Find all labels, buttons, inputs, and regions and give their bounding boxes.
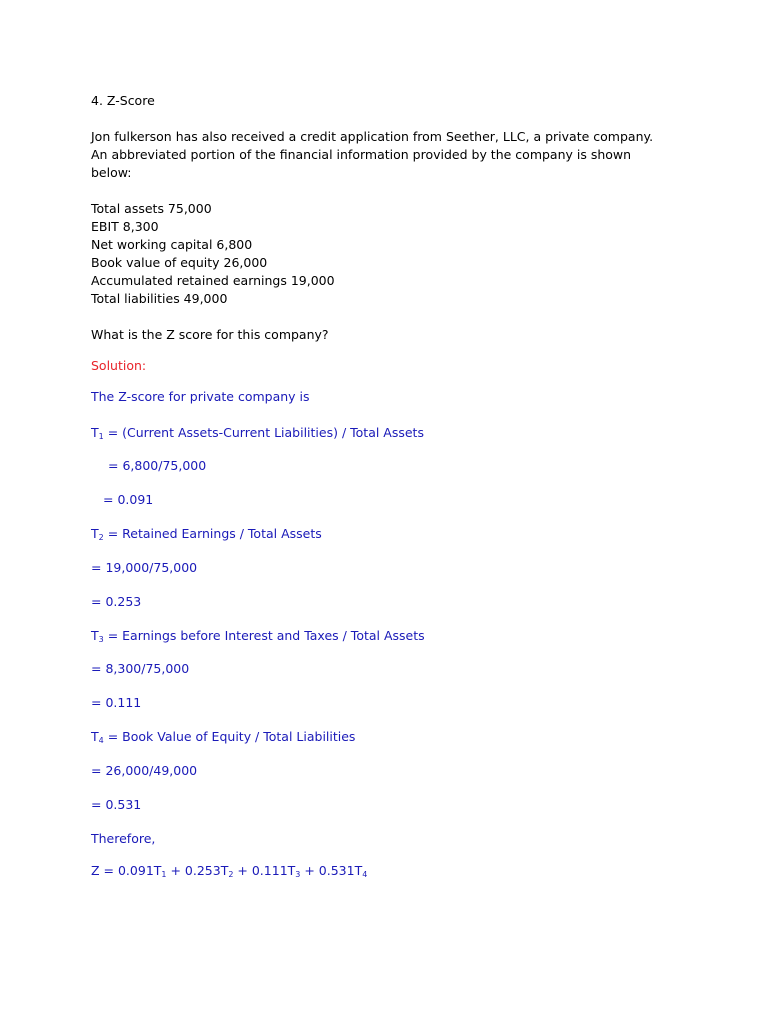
question-intro-line-3: below: (91, 165, 132, 180)
z-term-3: + 0.111T (233, 863, 296, 878)
t2-formula (91, 525, 322, 545)
t1-result: = 0.091 (103, 492, 154, 507)
t1-calculation: = 6,800/75,000 (108, 458, 207, 473)
t4-formula-text: = Book Value of Equity / Total Liabilities (103, 729, 356, 744)
solution-label: Solution: (91, 358, 147, 373)
question-prompt: What is the Z score for this company? (91, 327, 329, 342)
t3-formula (91, 627, 425, 647)
t3-subscript: 3 (98, 635, 104, 644)
t1-symbol: T (91, 425, 99, 440)
question-intro-line-1: Jon fulkerson has also received a credit application from Seether, LLC, a private company. (91, 129, 654, 144)
t1-subscript: 1 (98, 432, 104, 441)
z-term-2: + 0.253T (166, 863, 229, 878)
t3-symbol: T (91, 628, 99, 643)
z-sub-2: 2 (228, 870, 234, 879)
t4-formula (91, 728, 355, 748)
financial-retained-earnings: Accumulated retained earnings 19,000 (91, 273, 335, 288)
t2-result: = 0.253 (91, 594, 142, 609)
z-equation (91, 862, 367, 882)
z-term-1: Z = 0.091T (91, 863, 162, 878)
therefore-text: Therefore, (91, 831, 156, 846)
financial-book-value-equity: Book value of equity 26,000 (91, 255, 268, 270)
t4-subscript: 4 (98, 736, 104, 745)
t3-formula-text: = Earnings before Interest and Taxes / Total Assets (103, 628, 425, 643)
question-intro-line-2: An abbreviated portion of the financial information provided by the company is shown (91, 147, 632, 162)
t2-subscript: 2 (98, 533, 104, 542)
t4-result: = 0.531 (91, 797, 142, 812)
solution-intro: The Z-score for private company is (91, 389, 310, 404)
t3-result: = 0.111 (91, 695, 142, 710)
z-sub-1: 1 (161, 870, 167, 879)
t4-calculation: = 26,000/49,000 (91, 763, 198, 778)
t4-symbol: T (91, 729, 99, 744)
t3-calculation: = 8,300/75,000 (91, 661, 190, 676)
question-heading: 4. Z-Score (91, 93, 155, 108)
t2-formula-text: = Retained Earnings / Total Assets (103, 526, 322, 541)
z-sub-3: 3 (295, 870, 301, 879)
z-term-4: + 0.531T (300, 863, 363, 878)
financial-net-working-capital: Net working capital 6,800 (91, 237, 253, 252)
financial-total-liabilities: Total liabilities 49,000 (91, 291, 228, 306)
financial-ebit: EBIT 8,300 (91, 219, 159, 234)
t1-formula (91, 424, 424, 444)
financial-total-assets: Total assets 75,000 (91, 201, 212, 216)
t2-calculation: = 19,000/75,000 (91, 560, 198, 575)
z-sub-4: 4 (362, 870, 368, 879)
t1-formula-text: = (Current Assets-Current Liabilities) / Total Assets (103, 425, 424, 440)
t2-symbol: T (91, 526, 99, 541)
